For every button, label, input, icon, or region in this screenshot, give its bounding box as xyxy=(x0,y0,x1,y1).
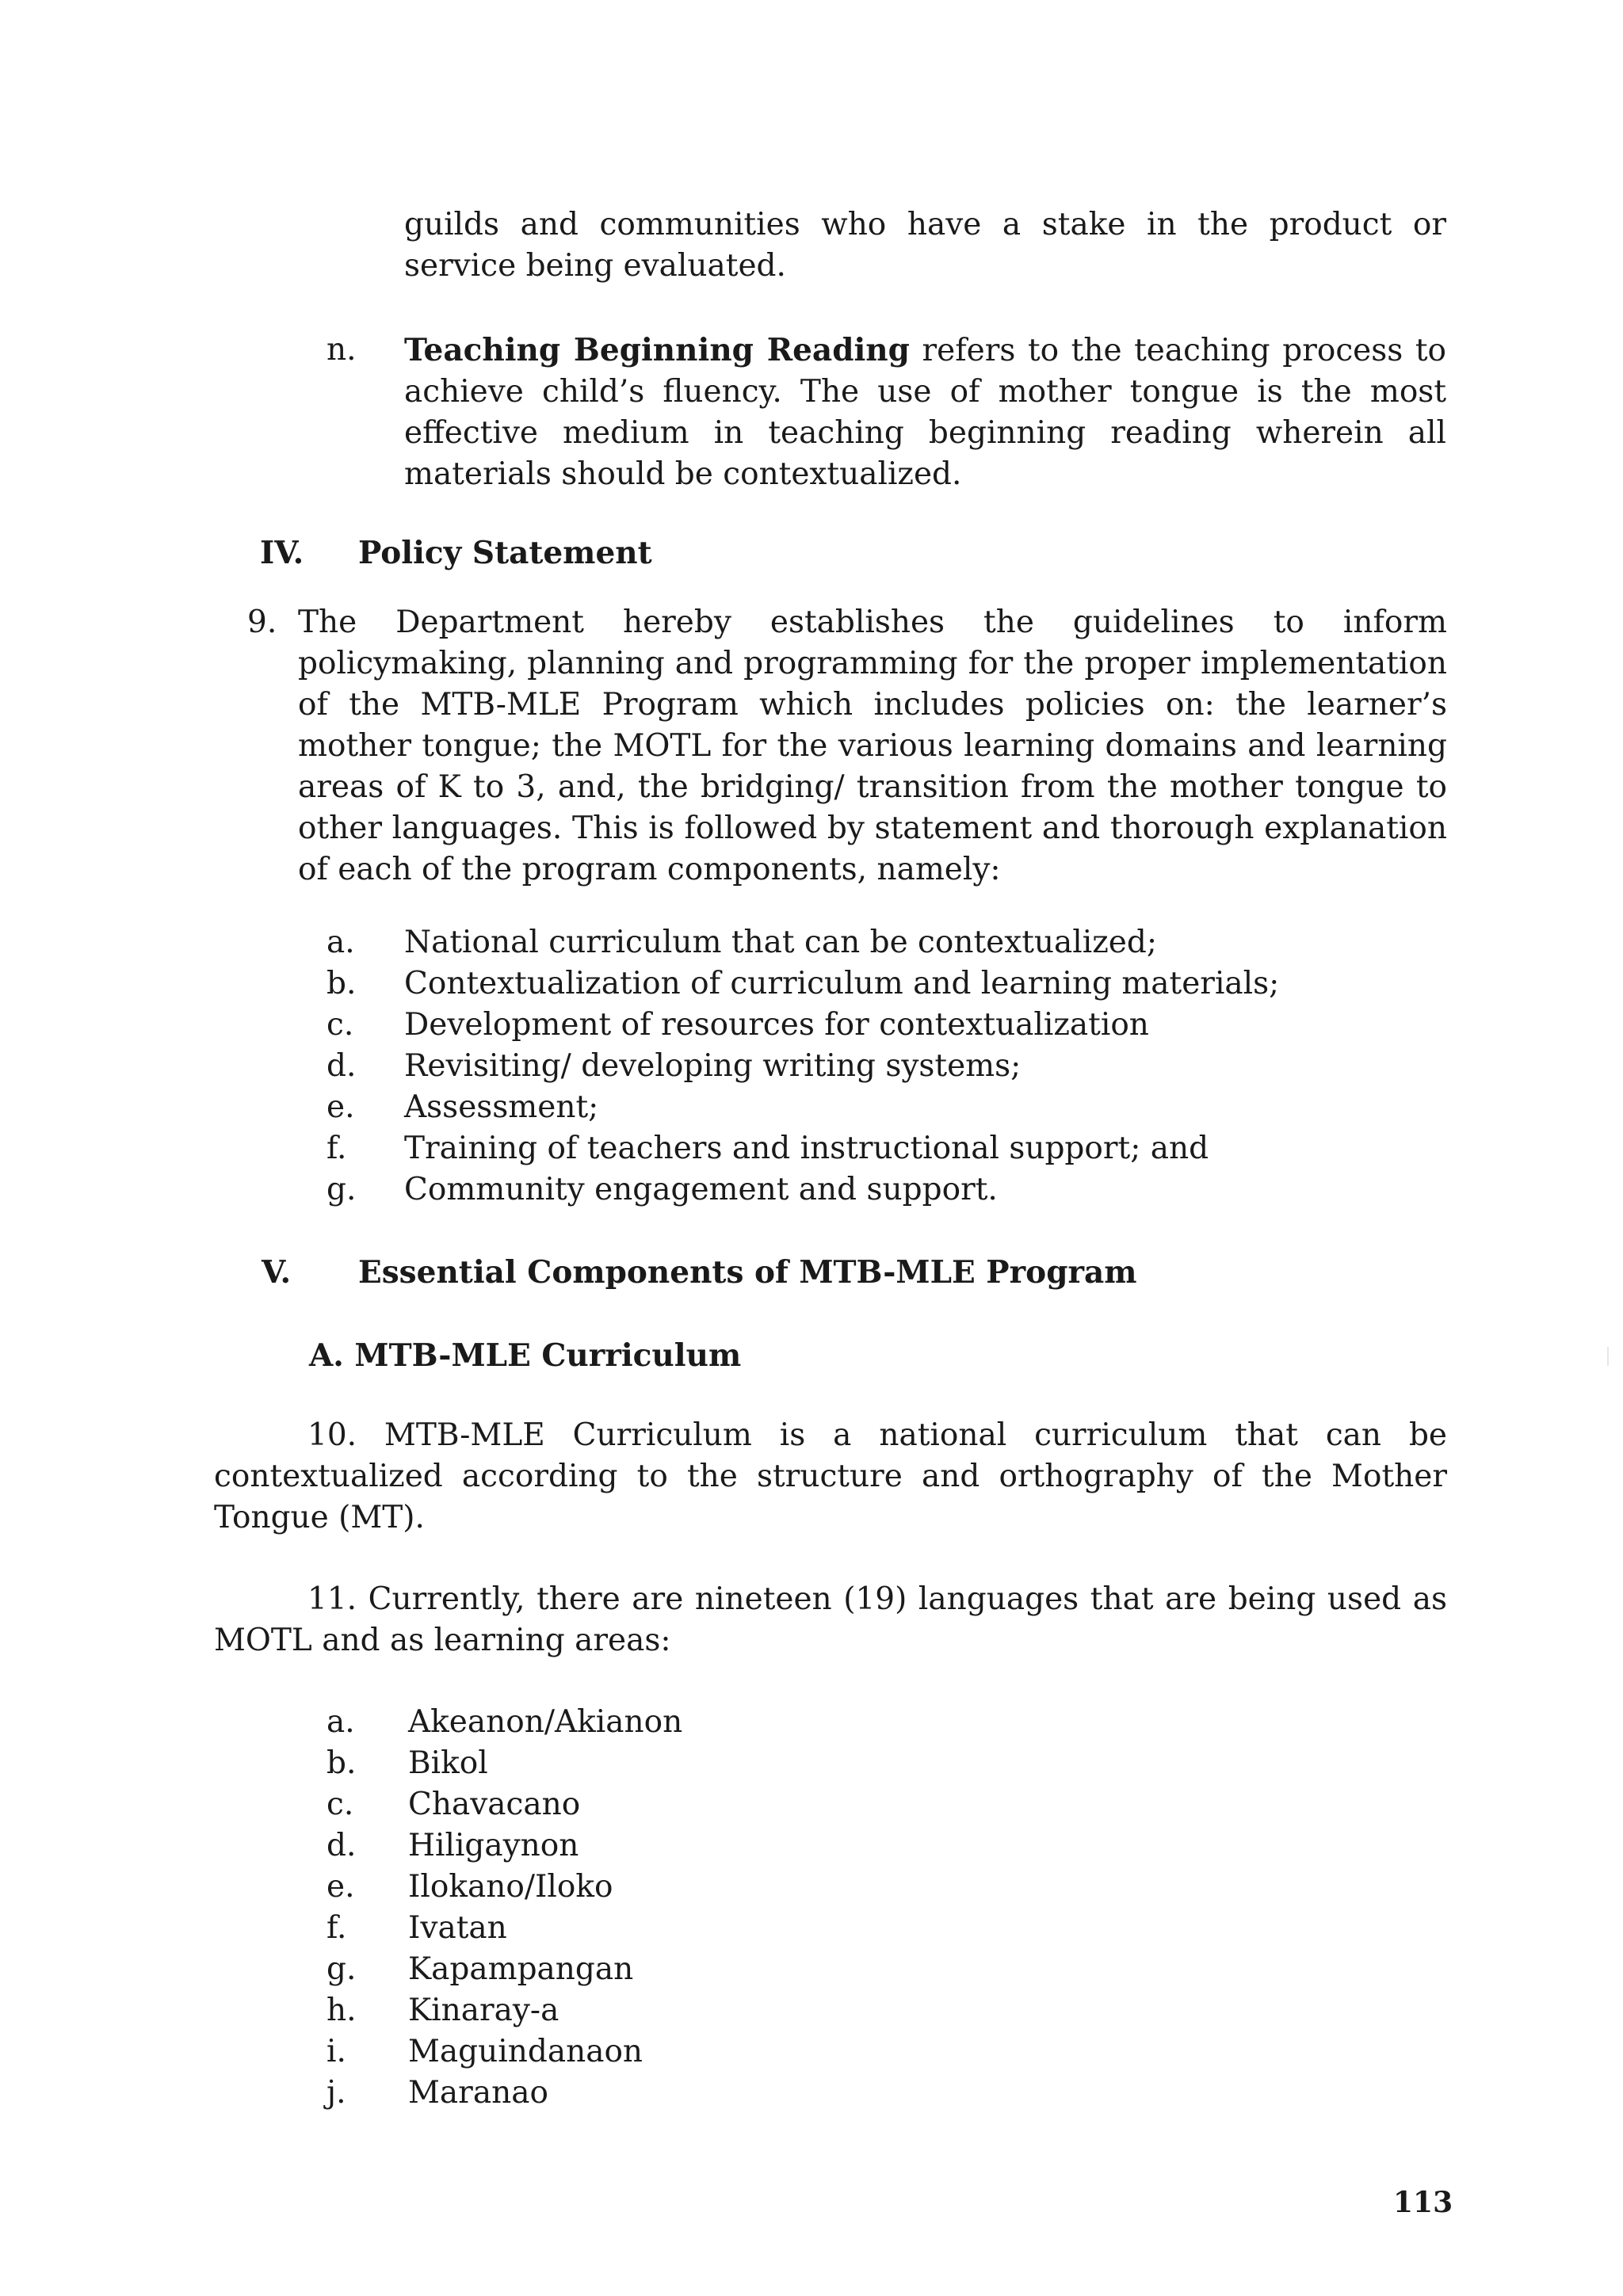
scan-edge-mark xyxy=(1607,1347,1609,1366)
list-item xyxy=(327,922,1436,963)
section-v-number: V. xyxy=(262,1254,292,1291)
list-label: Ivatan xyxy=(408,1910,507,1946)
list-item xyxy=(327,1743,1119,1784)
list-label: Bikol xyxy=(408,1745,488,1781)
list-label: Akeanon/Akianon xyxy=(408,1704,683,1740)
list-label: Revisiting/ developing writing systems; xyxy=(404,1048,1022,1084)
list-marker: f. xyxy=(327,1131,347,1166)
components-list xyxy=(327,922,1436,1211)
subsection-a-heading: A. MTB-MLE Curriculum xyxy=(309,1337,742,1374)
list-marker: g. xyxy=(327,1172,357,1207)
list-marker: a. xyxy=(327,1704,355,1740)
para-9-number: 9. xyxy=(247,605,277,640)
page-number: 113 xyxy=(1393,2186,1453,2219)
section-iv-title: Policy Statement xyxy=(358,535,652,571)
list-item xyxy=(327,1825,1119,1867)
list-marker: i. xyxy=(327,2034,346,2069)
list-marker: j. xyxy=(327,2075,346,2111)
list-marker: d. xyxy=(327,1048,357,1084)
list-label: Hiligaynon xyxy=(408,1828,579,1863)
list-label: Chavacano xyxy=(408,1787,581,1822)
list-label: Development of resources for contextualization xyxy=(404,1007,1149,1043)
list-item xyxy=(327,1005,1436,1046)
list-label: Training of teachers and instructional support; and xyxy=(404,1131,1209,1166)
para-9-text: The Department hereby establishes the guidelines to inform policymaking, planning and programming for the proper implementation of the MTB-MLE Program which includes policies on: the learner’s mother tongue; the MOTL for the various learning domains and learning areas of K to 3, and, the bridging/ transition from the mother tongue to other languages. This is followed by statement and thorough explanation of each of the program components, namely: xyxy=(298,605,1447,887)
list-item xyxy=(327,1087,1436,1128)
list-marker: e. xyxy=(327,1089,355,1125)
list-marker: a. xyxy=(327,925,355,960)
para-11-text: 11. Currently, there are nineteen (19) languages that are being used as MOTL and as learning areas: xyxy=(214,1581,1447,1658)
languages-list xyxy=(327,1702,1119,2114)
list-label: Maguindanaon xyxy=(408,2034,643,2069)
list-item xyxy=(327,1908,1119,1949)
list-item xyxy=(327,1128,1436,1169)
item-n-definition xyxy=(404,330,1446,495)
list-item xyxy=(327,2031,1119,2073)
list-marker: f. xyxy=(327,1910,347,1946)
list-item xyxy=(327,1867,1119,1908)
list-label: Kapampangan xyxy=(408,1951,634,1987)
list-label: Ilokano/Iloko xyxy=(408,1869,613,1905)
list-item xyxy=(327,1784,1119,1825)
list-item xyxy=(327,963,1436,1005)
list-item xyxy=(327,1169,1436,1211)
list-label: Contextualization of curriculum and learning materials; xyxy=(404,966,1280,1001)
para-10-text: 10. MTB-MLE Curriculum is a national curriculum that can be contextualized according to the structure and orthography of the Mother Tongue (MT). xyxy=(214,1417,1447,1535)
item-n-body: refers to the teaching process to achieve child’s fluency. The use of mother tongue is the most effective medium in teaching beginning reading wherein all materials should be contextualized. xyxy=(404,333,1446,492)
list-item xyxy=(327,1949,1119,1990)
list-item xyxy=(327,1990,1119,2031)
list-item xyxy=(327,1702,1119,1743)
continuation-paragraph: guilds and communities who have a stake in the product or service being evaluated. xyxy=(404,207,1446,284)
list-marker: c. xyxy=(327,1007,354,1043)
list-marker: b. xyxy=(327,1745,357,1781)
list-marker: e. xyxy=(327,1869,355,1905)
item-n-term: Teaching Beginning Reading xyxy=(404,332,910,368)
section-v-title: Essential Components of MTB-MLE Program xyxy=(358,1254,1137,1291)
list-label: Kinaray-a xyxy=(408,1993,559,2028)
list-label: Assessment; xyxy=(404,1089,599,1125)
list-marker: d. xyxy=(327,1828,357,1863)
section-iv-number: IV. xyxy=(260,535,304,571)
list-label: National curriculum that can be contextualized; xyxy=(404,925,1157,960)
list-label: Maranao xyxy=(408,2075,548,2111)
list-marker: c. xyxy=(327,1787,354,1822)
item-n-marker: n. xyxy=(327,332,357,368)
list-item xyxy=(327,1046,1436,1087)
list-label: Community engagement and support. xyxy=(404,1172,998,1207)
list-marker: h. xyxy=(327,1993,357,2028)
list-marker: b. xyxy=(327,966,357,1001)
list-item xyxy=(327,2073,1119,2114)
list-marker: g. xyxy=(327,1951,357,1987)
